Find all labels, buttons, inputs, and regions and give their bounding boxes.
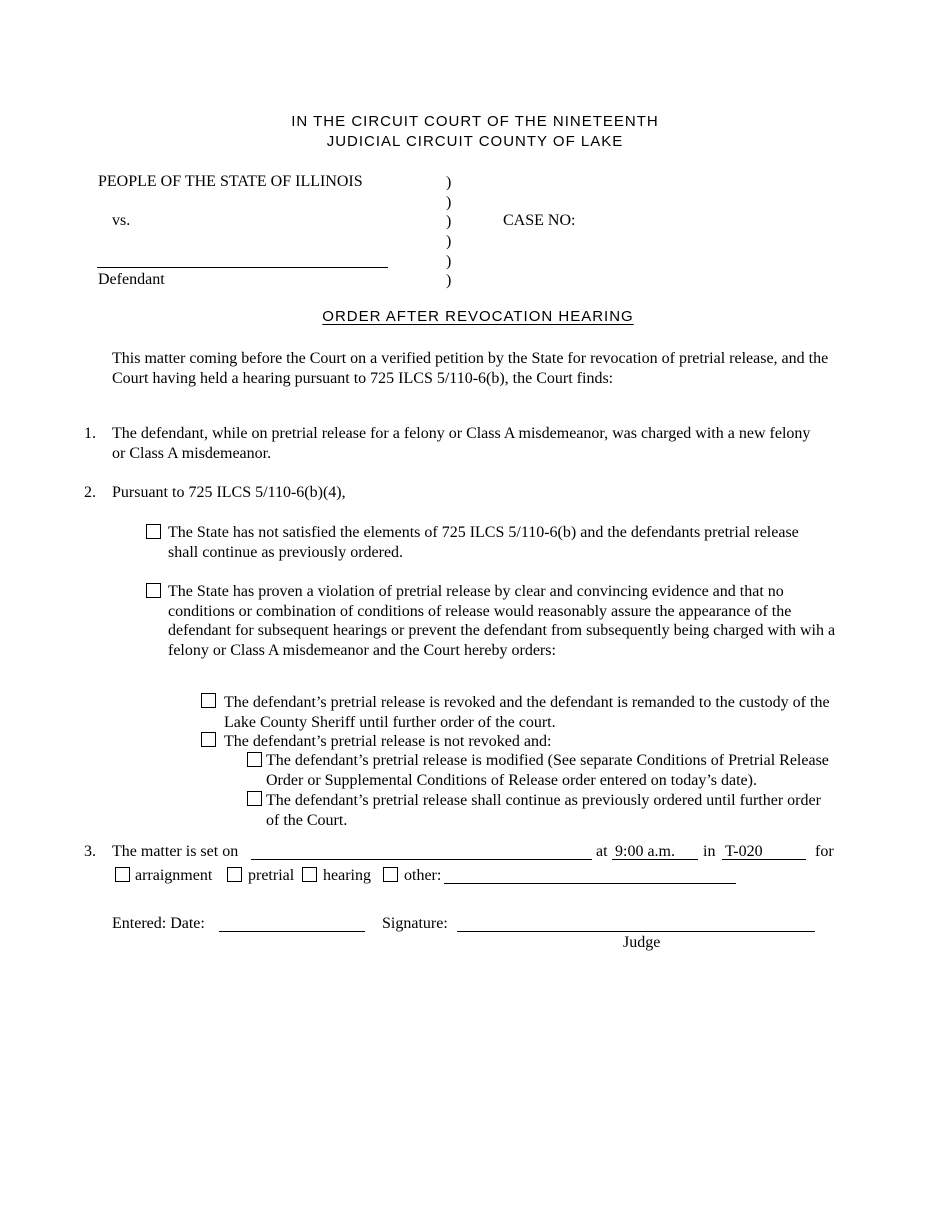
item-number-2: 2.	[84, 484, 96, 501]
hearing-label: hearing	[323, 867, 371, 884]
release-revoked-text: The defendant’s pretrial release is revoked and the defendant is remanded to the custody of the Lake County Sheriff until further order of the court.	[224, 694, 830, 731]
in-label: in	[703, 843, 716, 860]
signature-label: Signature:	[382, 915, 448, 932]
release-not-revoked-text: The defendant’s pretrial release is not revoked and:	[224, 733, 552, 750]
plaintiff-name: PEOPLE OF THE STATE OF ILLINOIS	[98, 173, 363, 190]
other-label: other:	[404, 867, 442, 884]
caption-paren: )	[446, 253, 452, 270]
release-modified-checkbox[interactable]	[247, 752, 262, 767]
court-name-line-1: IN THE CIRCUIT COURT OF THE NINETEENTH	[291, 113, 659, 130]
caption-paren: )	[446, 174, 452, 191]
option-state-proven-checkbox[interactable]	[146, 583, 161, 598]
intro-paragraph: This matter coming before the Court on a verified petition by the State for revocation of pretrial release, and the Court having held a hearing pursuant to 725 ILCS 5/110-6(b), the Court finds:	[112, 350, 829, 387]
caption-paren: )	[446, 272, 452, 289]
entered-date-field[interactable]	[219, 931, 365, 932]
release-not-revoked-checkbox[interactable]	[201, 732, 216, 747]
judge-label: Judge	[623, 934, 661, 951]
release-continue-text: The defendant’s pretrial release shall continue as previously ordered until further order of the Court.	[266, 792, 821, 829]
case-number-label: CASE NO:	[503, 212, 576, 229]
hearing-time-value[interactable]: 9:00 a.m.	[615, 843, 675, 860]
versus-label: vs.	[112, 212, 131, 229]
item-1-text: The defendant, while on pretrial release for a felony or Class A misdemeanor, was charged with a new felony or Class A misdemeanor.	[112, 425, 811, 462]
court-name-line-2: JUDICIAL CIRCUIT COUNTY OF LAKE	[326, 133, 624, 150]
item-number-3: 3.	[84, 843, 96, 860]
at-label: at	[596, 843, 608, 860]
item-3-text: The matter is set on	[112, 843, 239, 860]
arraignment-checkbox[interactable]	[115, 867, 130, 882]
option-state-not-satisfied-text: The State has not satisfied the elements of 725 ILCS 5/110-6(b) and the defendants pretrial release shall continue as previously ordered.	[168, 524, 799, 561]
caption-paren: )	[446, 213, 452, 230]
hearing-date-field[interactable]	[251, 859, 592, 860]
courtroom-value[interactable]: T-020	[725, 843, 763, 860]
option-state-not-satisfied-checkbox[interactable]	[146, 524, 161, 539]
other-checkbox[interactable]	[383, 867, 398, 882]
item-number-1: 1.	[84, 425, 96, 442]
other-text-field[interactable]	[444, 883, 736, 884]
release-continue-checkbox[interactable]	[247, 791, 262, 806]
caption-paren: )	[446, 194, 452, 211]
pretrial-label: pretrial	[248, 867, 295, 884]
for-label: for	[815, 843, 834, 860]
arraignment-label: arraignment	[135, 867, 213, 884]
hearing-checkbox[interactable]	[302, 867, 317, 882]
caption-paren: )	[446, 233, 452, 250]
pretrial-checkbox[interactable]	[227, 867, 242, 882]
item-2-text: Pursuant to 725 ILCS 5/110-6(b)(4),	[112, 484, 346, 501]
document-title: ORDER AFTER REVOCATION HEARING	[322, 308, 634, 325]
entered-date-label: Entered: Date:	[112, 915, 205, 932]
release-modified-text: The defendant’s pretrial release is modified (See separate Conditions of Pretrial Release Order or Supplemental Conditions of Release order entered on today’s date).	[266, 752, 829, 789]
option-state-proven-text: The State has proven a violation of pretrial release by clear and convincing evidence and that no conditions or combination of conditions of release would reasonably assure the appearance of the defendant for subsequent hearings or prevent the defendant from subsequently being charged with wih a felony or Class A misdemeanor and the Court hereby orders:	[168, 583, 836, 659]
defendant-name-line[interactable]	[97, 267, 388, 268]
release-revoked-checkbox[interactable]	[201, 693, 216, 708]
defendant-label: Defendant	[98, 271, 165, 288]
judge-signature-field[interactable]	[457, 931, 815, 932]
